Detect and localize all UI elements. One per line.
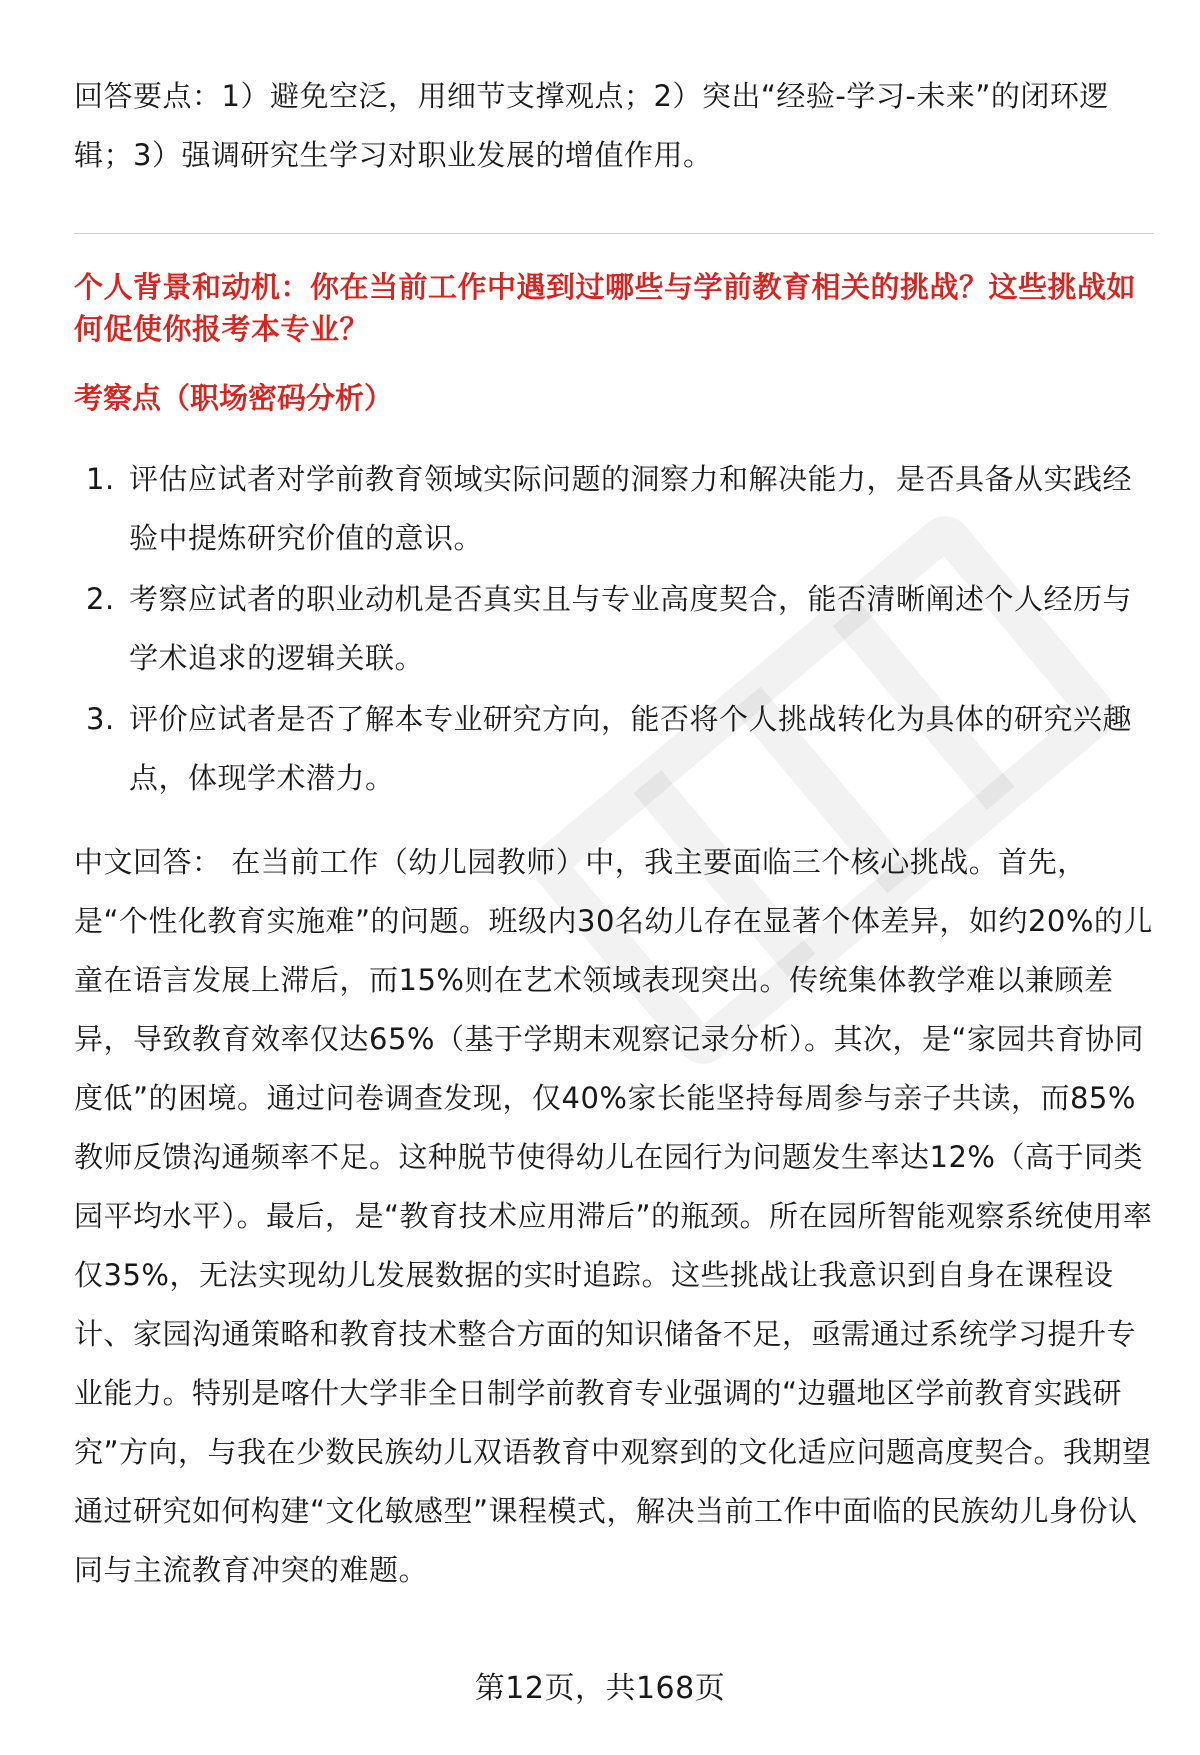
intro-paragraph: 回答要点：1）避免空泛，用细节支撑观点；2）突出“经验-学习-未来”的闭环逻辑；3）强调研究生学习对职业发展的增值作用。	[74, 79, 1109, 172]
answer-paragraph	[74, 833, 1154, 1600]
answer-first-line-text: 在当前工作（幼儿园教师）中，我主要面临三个核心挑战。首先，	[231, 845, 1087, 879]
assessment-heading: 考察点（职场密码分析）	[74, 381, 394, 415]
assessment-item-text: 考察应试者的职业动机是否真实且与专业高度契合，能否清晰阐述个人经历与学术追求的逻辑关联。	[129, 582, 1133, 675]
question-heading: 个人背景和动机：你在当前工作中遇到过哪些与学前教育相关的挑战？这些挑战如何促使你报考本专业？	[74, 270, 1137, 346]
answer-label: 中文回答：	[74, 845, 222, 879]
assessment-item-text: 评估应试者对学前教育领域实际问题的洞察力和解决能力，是否具备从实践经验中提炼研究价值的意识。	[129, 462, 1133, 555]
assessment-item	[74, 450, 1154, 568]
assessment-item-text: 评价应试者是否了解本专业研究方向，能否将个人挑战转化为具体的研究兴趣点，体现学术潜力。	[129, 702, 1133, 795]
assessment-list	[74, 450, 1154, 810]
page-footer: 第12页，共168页	[474, 1671, 726, 1706]
assessment-item-number: 1.	[86, 462, 115, 496]
answer-body: 是“个性化教育实施难”的问题。班级内30名幼儿存在显著个体差异，如约20%的儿童在语言发展上滞后，而15%则在艺术领域表现突出。传统集体教学难以兼顾差异，导致教育效率仅达65%（基于学期末观察记录分析）。其次，是“家园共育协同度低”的困境。通过问卷调查发现，仅40%家长能坚持每周参与亲子共读，而85%教师反馈沟通频率不足。这种脱节使得幼儿在园行为问题发生率达12%（高于同类园平均水平）。最后，是“教育技术应用滞后”的瓶颈。所在园所智能观察系统使用率仅35%，无法实现幼儿发展数据的实时追踪。这些挑战让我意识到自身在课程设计、家园沟通策略和教育技术整合方面的知识储备不足，亟需通过系统学习提升专业能力。特别是喀什大学非全日制学前教育专业强调的“边疆地区学前教育实践研究”方向，与我在少数民族幼儿双语教育中观察到的文化适应问题高度契合。我期望通过研究如何构建“文化敏感型”课程模式，解决当前工作中面临的民族幼儿身份认同与主流教育冲突的难题。	[74, 904, 1153, 1587]
assessment-item	[74, 690, 1154, 808]
assessment-item-number: 3.	[86, 702, 115, 736]
section-divider	[74, 233, 1154, 234]
document-page	[74, 0, 1154, 1755]
assessment-item-number: 2.	[86, 582, 115, 616]
assessment-item	[74, 570, 1154, 688]
answer-first-line	[74, 833, 1154, 892]
